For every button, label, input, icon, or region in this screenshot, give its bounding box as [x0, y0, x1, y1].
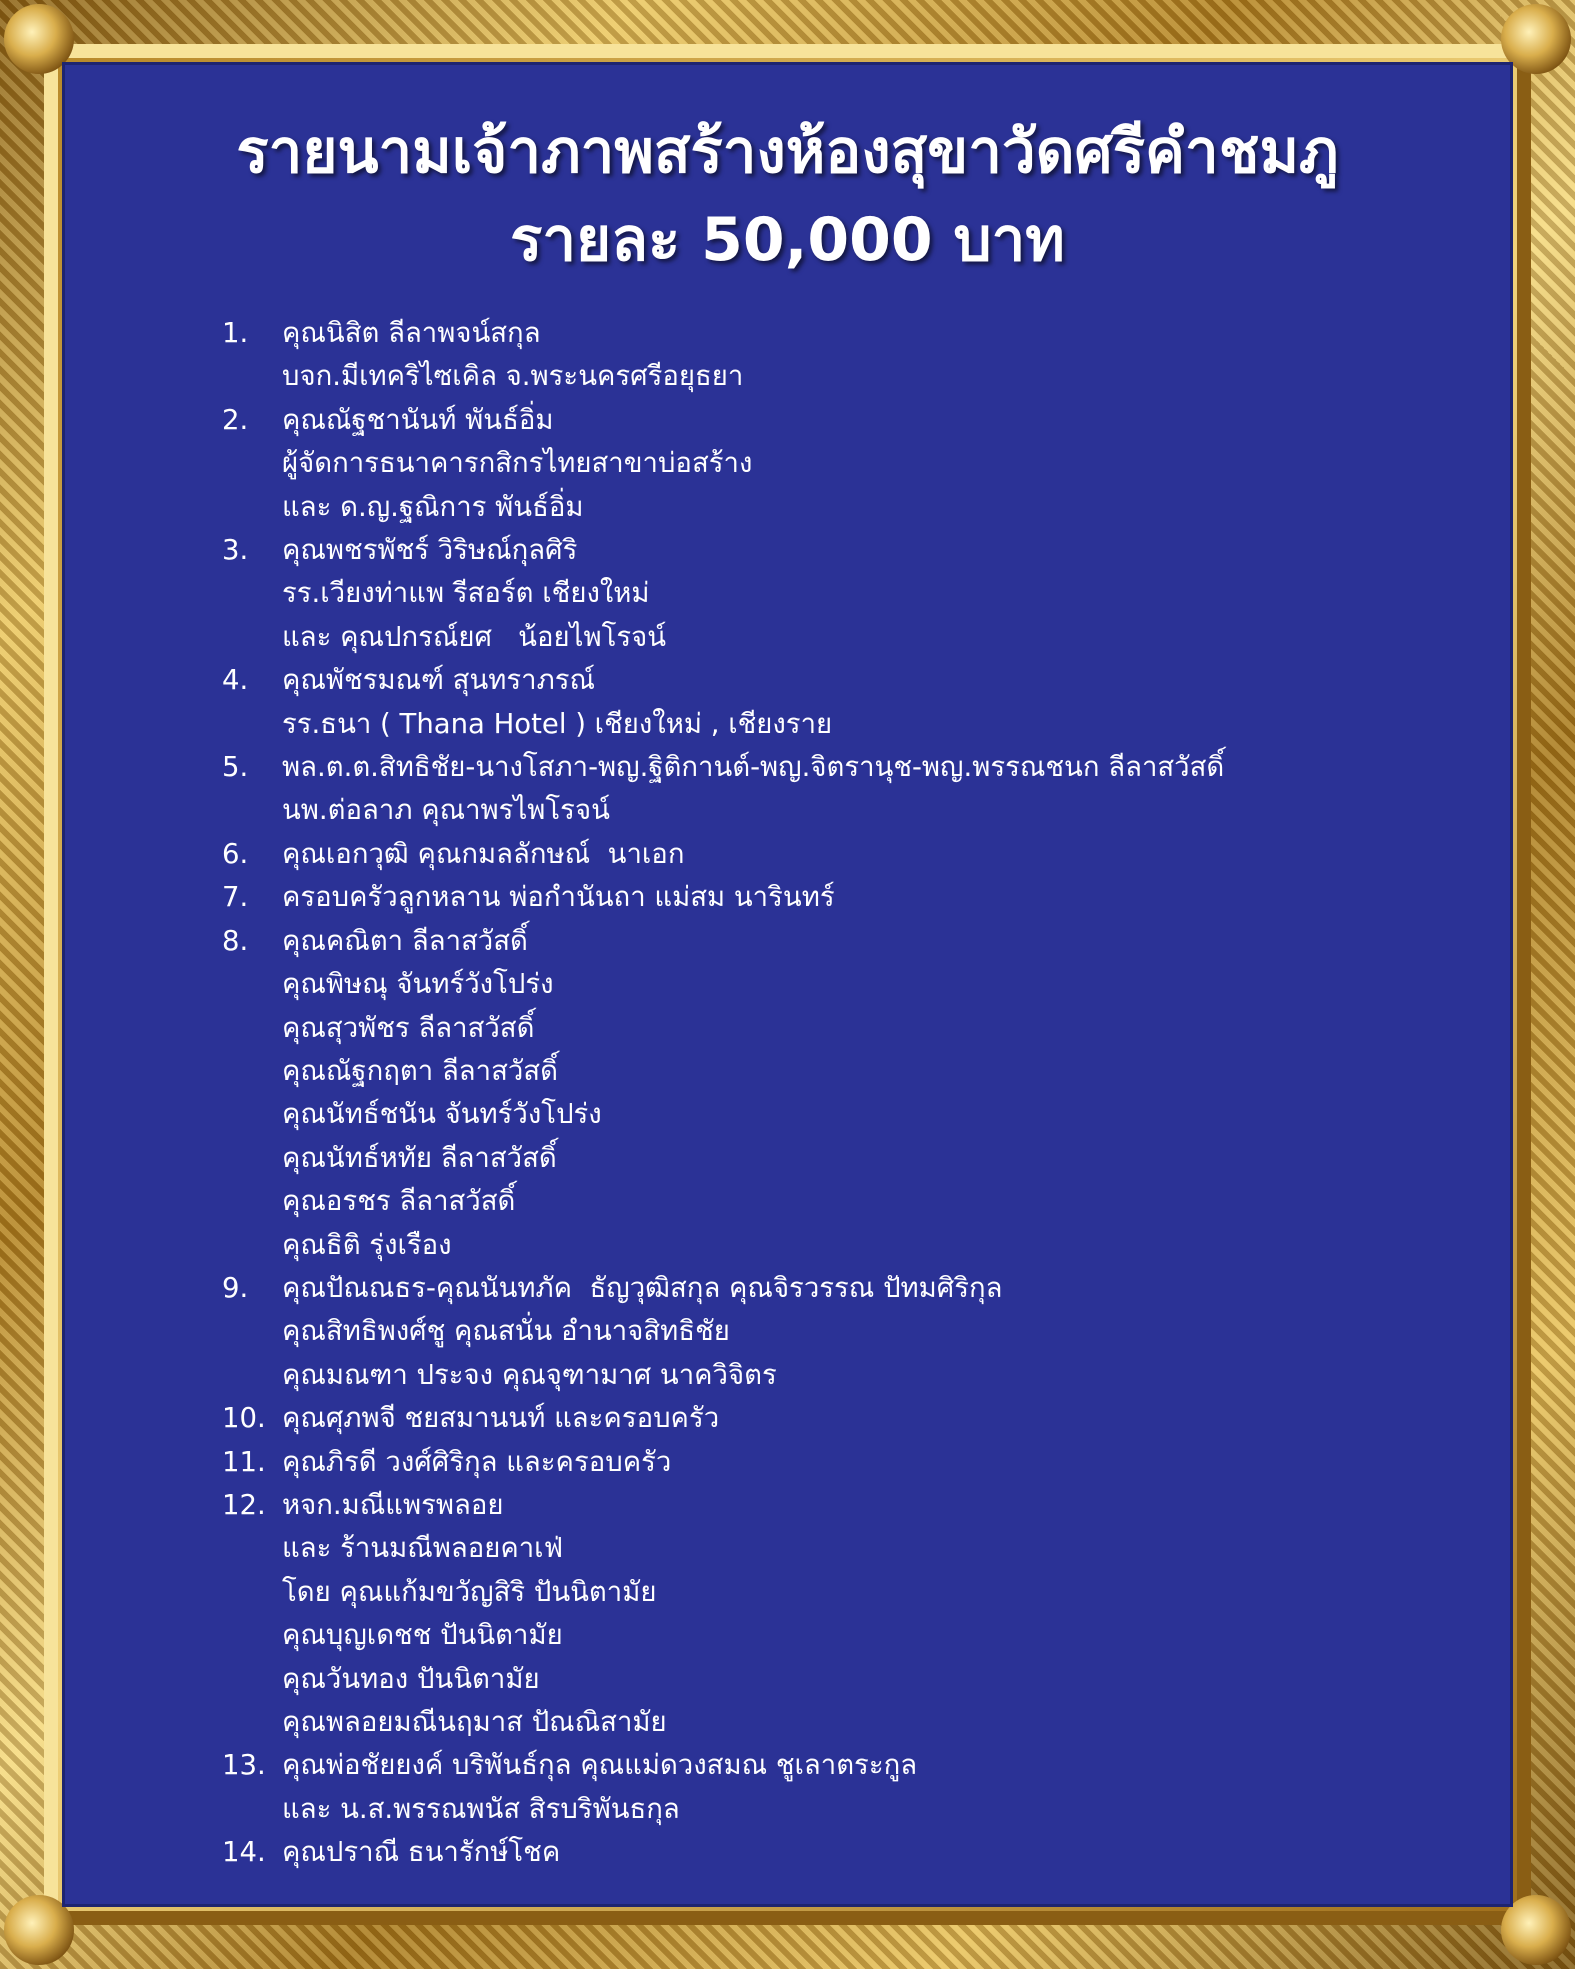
donor-entry-number: 13. — [222, 1749, 266, 1782]
donor-entry — [222, 833, 1224, 876]
donor-entry-line: นพ.ต่อลาภ คุณาพรไพโรจน์ — [282, 794, 610, 827]
donor-entry — [222, 1267, 1224, 1397]
donor-entry-number: 3. — [222, 534, 249, 567]
donor-entry-line: คุณสิทธิพงศ์ชู คุณสนั่น อำนาจสิทธิชัย — [282, 1315, 730, 1348]
donor-entry-line: และ ด.ญ.ฐณิการ พันธ์อิ่ม — [282, 490, 584, 523]
donor-entry-number: 7. — [222, 881, 249, 914]
donor-list-panel — [62, 62, 1513, 1907]
donor-entry — [222, 1397, 1224, 1440]
donor-entry-line: รร.เวียงท่าแพ รีสอร์ต เชียงใหม่ — [282, 577, 650, 610]
donor-entry-line: และ ร้านมณีพลอยคาเฟ่ — [282, 1532, 564, 1565]
donor-entry-line: และ น.ส.พรรณพนัส สิรบริพันธกุล — [282, 1792, 680, 1825]
donor-entry-line: คุณปัณณธร-คุณนันทภัค ธัญวุฒิสกุล คุณจิรวรรณ ปัทมศิริกุล — [282, 1271, 1003, 1304]
donor-entry-line: คุณภิรดี วงศ์ศิริกุล และครอบครัว — [282, 1445, 672, 1478]
donor-entry-line: รร.ธนา ( Thana Hotel ) เชียงใหม่ , เชียงราย — [282, 707, 833, 740]
donor-entry-number: 4. — [222, 664, 249, 697]
donor-entry-number: 10. — [222, 1402, 266, 1435]
donor-entry-line: คุณธิติ รุ่งเรือง — [282, 1228, 452, 1261]
donor-entry-line: ผู้จัดการธนาคารกสิกรไทยสาขาบ่อสร้าง — [282, 447, 753, 480]
donor-entry-line: คุณวันทอง ปันนิตามัย — [282, 1662, 540, 1695]
donor-entry-line: คุณณัฐชานันท์ พันธ์อิ่ม — [282, 403, 554, 436]
page-title: รายนามเจ้าภาพสร้างห้องสุขาวัดศรีคำชมภู — [236, 117, 1339, 187]
donor-entry-line: โดย คุณแก้มขวัญสิริ ปันนิตามัย — [282, 1575, 657, 1608]
donor-entry-line: คุณนัทธ์ชนัน จันทร์วังโปร่ง — [282, 1098, 602, 1131]
donor-entry — [222, 1441, 1224, 1484]
donor-list — [222, 312, 1224, 1875]
donor-entry-number: 9. — [222, 1271, 249, 1304]
donor-entry — [222, 876, 1224, 919]
donor-entry-line: คุณบุญเดชช ปันนิตามัย — [282, 1619, 563, 1652]
donor-entry-line: คุณคณิตา ลีลาสวัสดิ์ — [282, 924, 528, 957]
donor-entry-line: คุณพลอยมณีนฤมาส ปัณณิสามัย — [282, 1706, 667, 1738]
donor-entry-line: คุณอรชร ลีลาสวัสดิ์ — [282, 1185, 516, 1218]
donor-entry-number: 1. — [222, 317, 249, 349]
donor-entry-line: บจก.มีเทคริไซเคิล จ.พระนครศรีอยุธยา — [282, 360, 744, 393]
donor-entry-line: คุณนัทธ์หทัย ลีลาสวัสดิ์ — [282, 1141, 557, 1174]
donor-entry — [222, 1744, 1224, 1831]
donor-entry — [222, 1484, 1224, 1744]
donor-entry-number: 5. — [222, 751, 249, 784]
donor-entry-line: คุณพชรพัชร์ วิริษณ์กุลศิริ — [282, 534, 578, 567]
donor-entry-line: คุณพัชรมณฑ์ สุนทราภรณ์ — [282, 664, 596, 697]
donor-entry-line: คุณเอกวุฒิ คุณกมลลักษณ์ นาเอก — [282, 837, 685, 870]
donor-entry-number: 14. — [222, 1836, 266, 1869]
donor-entry-line: หจก.มณีแพรพลอย — [282, 1488, 504, 1521]
donor-entry — [222, 312, 1224, 399]
donor-entry-line: คุณมณฑา ประจง คุณจุฑามาศ นาควิจิตร — [282, 1358, 777, 1391]
donor-entry — [222, 746, 1224, 833]
donor-entry-line: ครอบครัวลูกหลาน พ่อกำนันถา แม่สม นารินทร์ — [282, 881, 835, 914]
page-subtitle: รายละ 50,000 บาท — [510, 205, 1065, 275]
donor-entry-line: คุณพ่อชัยยงค์ บริพันธ์กุล คุณแม่ดวงสมณ ชูเลาตระกูล — [282, 1749, 918, 1782]
donor-entry-number: 2. — [222, 403, 249, 436]
donor-entry-line: คุณสุวพัชร ลีลาสวัสดิ์ — [282, 1011, 535, 1044]
donor-entry-number: 12. — [222, 1488, 266, 1521]
donor-entry-number: 6. — [222, 837, 249, 870]
donor-entry — [222, 1831, 1224, 1874]
donor-entry — [222, 659, 1224, 746]
donor-entry-number: 8. — [222, 924, 249, 957]
donor-entry — [222, 529, 1224, 659]
donor-entry-line: คุณณัฐกฤตา ลีลาสวัสดิ์ — [282, 1054, 558, 1087]
donor-entry — [222, 920, 1224, 1267]
donor-entry-line: คุณนิสิต ลีลาพจน์สกุล — [282, 317, 541, 349]
donor-entry-number: 11. — [222, 1445, 266, 1478]
donor-entry-line: คุณปราณี ธนารักษ์โชค — [282, 1836, 561, 1869]
donor-entry — [222, 399, 1224, 529]
donor-entry-line: พล.ต.ต.สิทธิชัย-นางโสภา-พญ.ฐิติกานต์-พญ.จิตรานุช-พญ.พรรณชนก ลีลาสวัสดิ์ — [282, 751, 1225, 784]
donor-entry-line: และ คุณปกรณ์ยศ น้อยไพโรจน์ — [282, 620, 667, 653]
donor-entry-line: คุณศุภพจี ชยสมานนท์ และครอบครัว — [282, 1402, 720, 1435]
donor-entry-line: คุณพิษณุ จันทร์วังโปร่ง — [282, 968, 554, 1001]
